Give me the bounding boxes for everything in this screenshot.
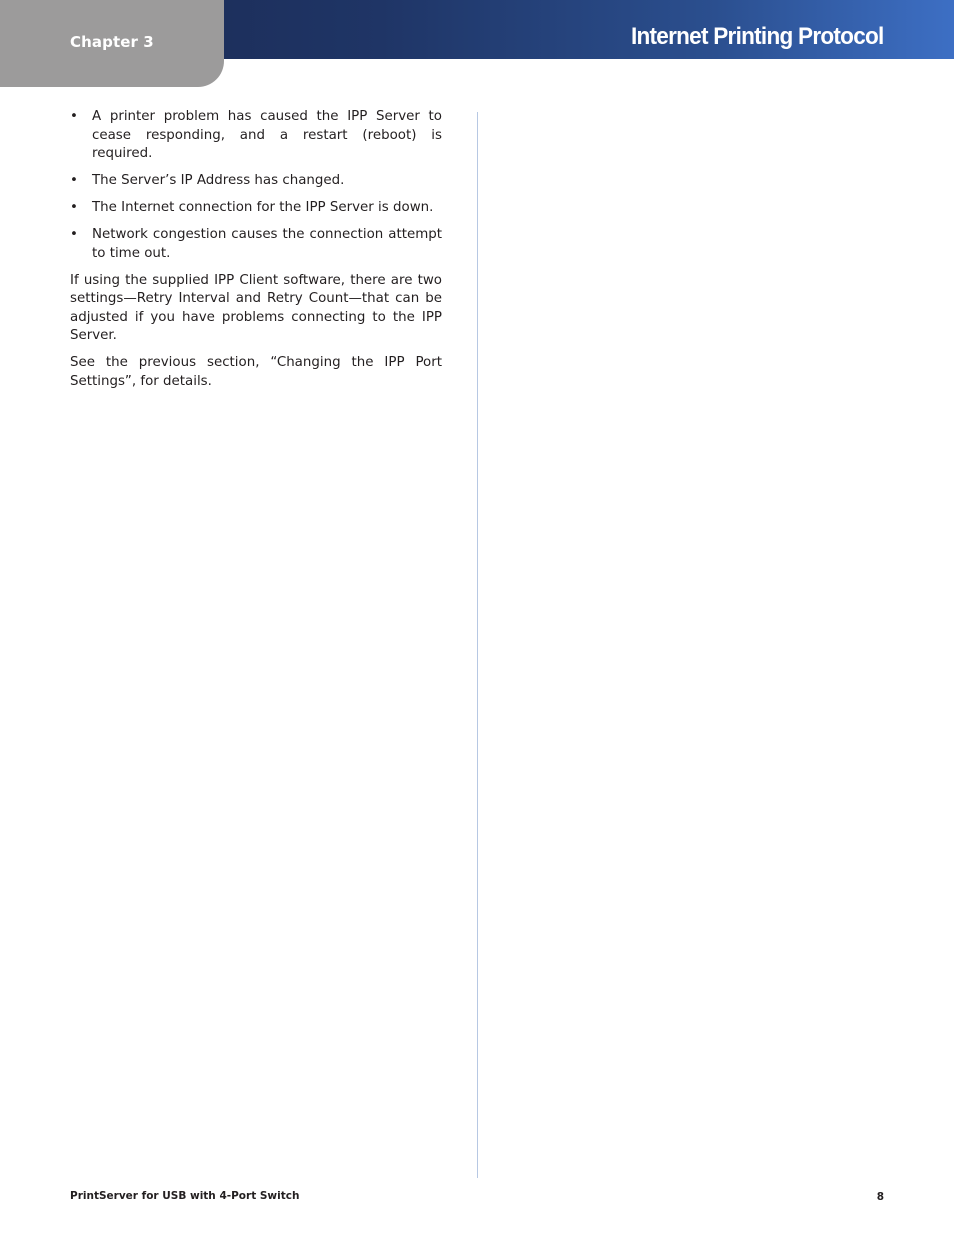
bullet-text: A printer problem has caused the IPP Server to cease responding, and a restart (reboot) is required. xyxy=(92,109,442,161)
bullet-icon: • xyxy=(70,200,78,215)
bullet-item xyxy=(70,108,442,164)
chapter-tab xyxy=(0,0,224,87)
footer-product-name: PrintServer for USB with 4-Port Switch xyxy=(70,1190,300,1202)
bullet-text: Network congestion causes the connection attempt to time out. xyxy=(92,227,442,261)
chapter-label: Chapter 3 xyxy=(70,33,154,51)
bullet-text: The Internet connection for the IPP Server is down. xyxy=(92,200,434,215)
retry-settings-paragraph: If using the supplied IPP Client software, there are two settings—Retry Interval and Retry Count—that can be adjusted if you have problems connecting to the IPP Server. xyxy=(70,272,442,343)
bullet-text: The Server’s IP Address has changed. xyxy=(92,173,345,188)
column-divider xyxy=(477,112,478,1178)
section-title: Internet Printing Protocol xyxy=(631,23,884,50)
bullet-item xyxy=(70,172,442,191)
bullet-item xyxy=(70,199,442,218)
see-previous-section-paragraph: See the previous section, “Changing the IPP Port Settings”, for details. xyxy=(70,355,442,389)
bullet-icon: • xyxy=(70,173,78,188)
bullet-icon: • xyxy=(70,227,78,242)
footer-page-number: 8 xyxy=(876,1191,884,1203)
bullet-icon: • xyxy=(70,109,78,124)
left-column xyxy=(70,108,442,400)
bullet-item xyxy=(70,226,442,263)
bullet-list xyxy=(70,108,442,263)
